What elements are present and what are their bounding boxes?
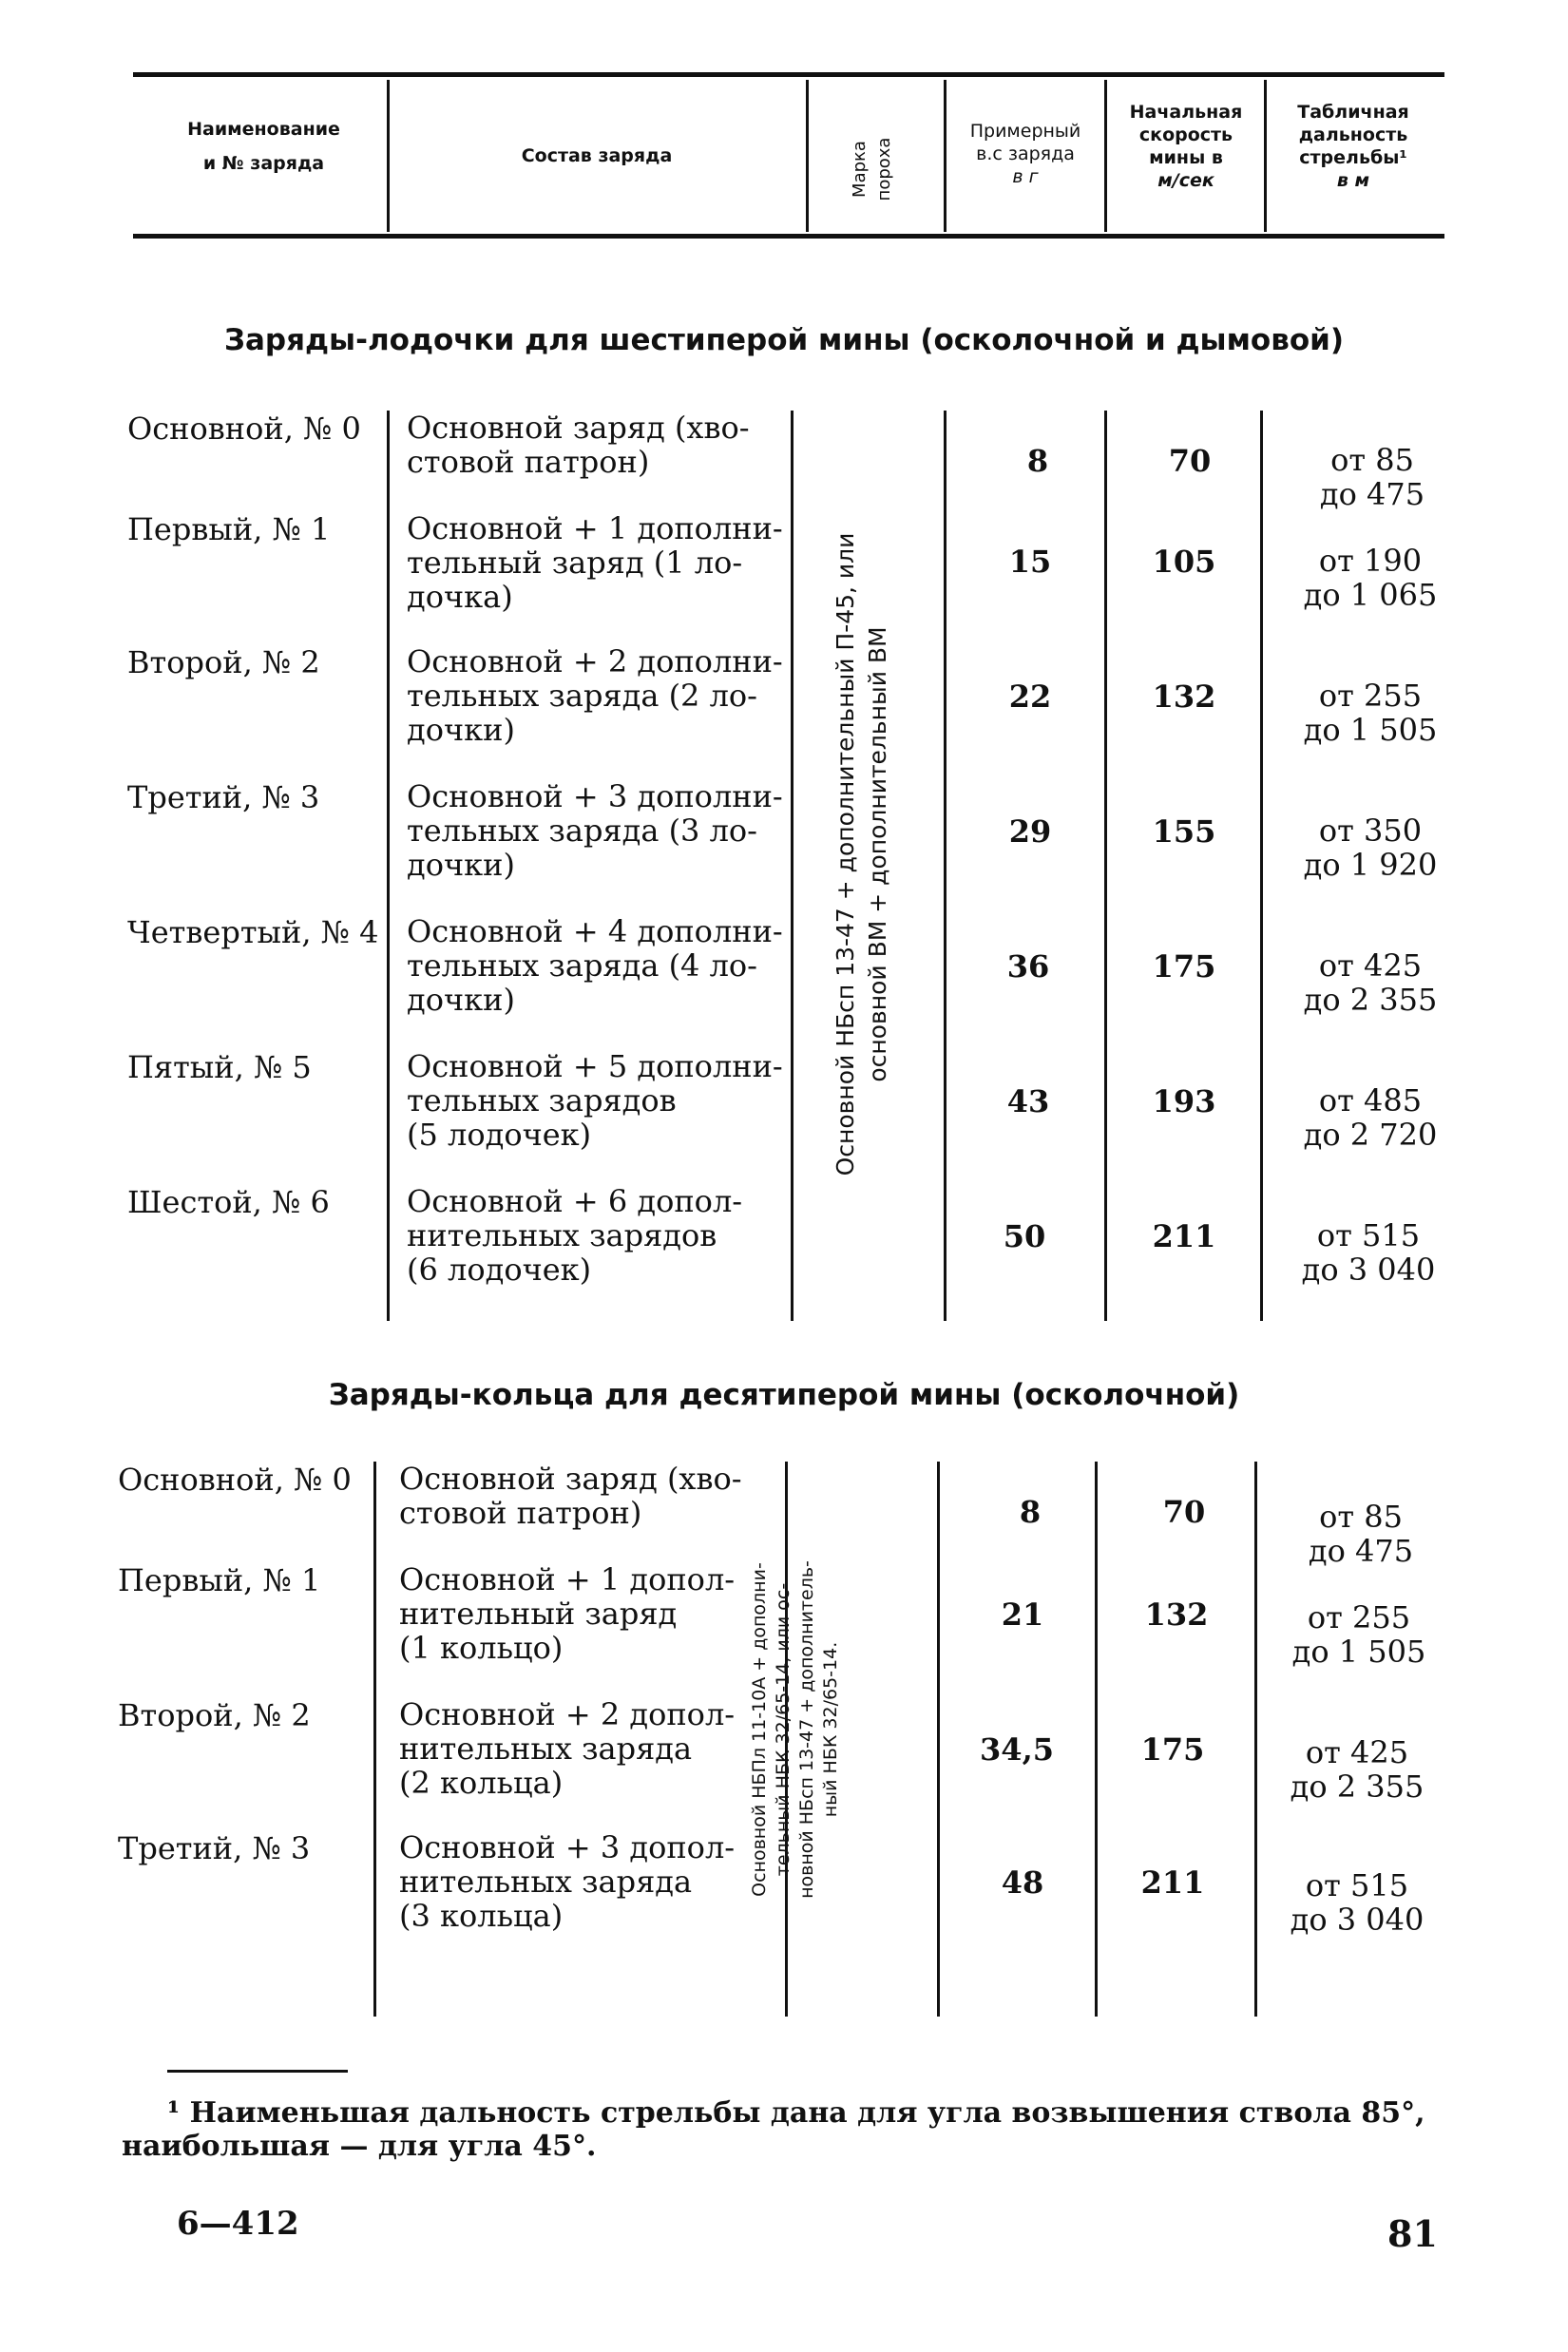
muzzle-velocity: 70 bbox=[1162, 1494, 1206, 1530]
firing-range bbox=[1273, 1600, 1444, 1669]
composition-line: Основной + 6 допол- bbox=[407, 1183, 743, 1219]
printer-signature: 6—412 bbox=[177, 2205, 299, 2243]
range-min: от 190 bbox=[1318, 543, 1423, 579]
composition-line: (2 кольца) bbox=[399, 1765, 564, 1801]
composition-line: (1 кольцо) bbox=[399, 1630, 564, 1666]
composition-line: Основной + 4 дополни- bbox=[407, 913, 783, 949]
header-sep-5 bbox=[1264, 80, 1267, 232]
header-weight-line: в.с заряда bbox=[976, 143, 1075, 164]
muzzle-velocity: 70 bbox=[1168, 443, 1212, 479]
section1-powder bbox=[830, 484, 898, 1225]
range-min: от 350 bbox=[1318, 813, 1423, 849]
charge-composition bbox=[399, 1830, 735, 1933]
muzzle-velocity: 211 bbox=[1140, 1864, 1205, 1901]
charge-weight: 22 bbox=[1008, 679, 1052, 715]
muzzle-velocity: 175 bbox=[1152, 948, 1216, 985]
s1-sep-1 bbox=[387, 411, 390, 1321]
header-sep-1 bbox=[387, 80, 390, 232]
charge-name: Первый, № 1 bbox=[127, 511, 331, 547]
firing-range bbox=[1285, 948, 1456, 1017]
composition-line: дочки) bbox=[407, 847, 515, 883]
section2-powder bbox=[748, 1511, 843, 1948]
header-bottom-rule bbox=[133, 234, 1444, 239]
s2-sep-3 bbox=[937, 1462, 940, 2017]
firing-range bbox=[1285, 544, 1456, 612]
range-min: от 255 bbox=[1318, 678, 1423, 714]
header-sep-2 bbox=[806, 80, 809, 232]
section1-title: Заряды-лодочки для шестиперой мины (осколочной и дымовой) bbox=[223, 323, 1345, 357]
charge-weight: 15 bbox=[1008, 544, 1052, 580]
header-powder bbox=[848, 88, 901, 250]
muzzle-velocity: 155 bbox=[1152, 813, 1216, 850]
charge-name: Второй, № 2 bbox=[127, 644, 320, 680]
charge-composition bbox=[407, 1049, 783, 1152]
composition-line: тельных заряда (3 ло- bbox=[407, 813, 757, 849]
charge-composition bbox=[407, 411, 750, 479]
composition-line: тельных заряда (2 ло- bbox=[407, 678, 757, 714]
charge-name: Пятый, № 5 bbox=[127, 1049, 312, 1085]
composition-line: Основной заряд (хво- bbox=[407, 410, 750, 446]
composition-line: нительных заряда bbox=[399, 1731, 693, 1767]
s2-sep-1 bbox=[373, 1462, 376, 2017]
header-powder-line: пороха bbox=[874, 137, 894, 201]
header-range-line: дальность bbox=[1298, 124, 1408, 145]
s2-sep-5 bbox=[1254, 1462, 1257, 2017]
charge-composition bbox=[399, 1562, 735, 1665]
range-max: до 1 505 bbox=[1303, 712, 1438, 748]
range-max: до 2 355 bbox=[1290, 1769, 1425, 1805]
s2-sep-4 bbox=[1095, 1462, 1098, 2017]
header-range-line: в м bbox=[1336, 170, 1370, 191]
muzzle-velocity: 211 bbox=[1152, 1218, 1216, 1254]
s1-sep-2 bbox=[791, 411, 794, 1321]
composition-line: тельных зарядов bbox=[407, 1082, 677, 1119]
charge-weight: 48 bbox=[1001, 1864, 1044, 1901]
range-max: до 2 355 bbox=[1303, 982, 1438, 1018]
section2-powder-line: ный НБК 32/65-14. bbox=[820, 1641, 841, 1818]
range-min: от 85 bbox=[1319, 1499, 1403, 1535]
header-name-line: и № заряда bbox=[202, 153, 325, 174]
range-max: до 1 065 bbox=[1303, 577, 1438, 613]
firing-range bbox=[1285, 679, 1456, 747]
header-top-rule bbox=[133, 72, 1444, 77]
muzzle-velocity: 193 bbox=[1152, 1083, 1216, 1119]
charge-name: Второй, № 2 bbox=[118, 1697, 311, 1733]
range-min: от 425 bbox=[1318, 947, 1423, 984]
charge-name: Третий, № 3 bbox=[127, 779, 320, 815]
composition-line: (6 лодочек) bbox=[407, 1252, 592, 1288]
header-range bbox=[1268, 101, 1439, 192]
range-min: от 255 bbox=[1307, 1599, 1411, 1635]
header-weight-line: Примерный bbox=[969, 121, 1081, 142]
header-velocity-line: скорость bbox=[1138, 124, 1233, 145]
composition-line: Основной + 2 дополни- bbox=[407, 643, 783, 679]
composition-line: Основной + 1 допол- bbox=[399, 1561, 736, 1597]
range-min: от 485 bbox=[1318, 1082, 1423, 1119]
charge-weight: 34,5 bbox=[980, 1731, 1054, 1768]
range-min: от 515 bbox=[1305, 1867, 1409, 1903]
range-max: до 3 040 bbox=[1301, 1252, 1436, 1288]
header-sep-4 bbox=[1104, 80, 1107, 232]
header-velocity-line: мины в bbox=[1149, 147, 1223, 168]
composition-line: Основной + 3 дополни- bbox=[407, 778, 783, 814]
header-range-line: стрельбы¹ bbox=[1299, 147, 1407, 168]
charge-weight: 36 bbox=[1006, 948, 1050, 985]
charge-weight: 8 bbox=[1026, 443, 1049, 479]
firing-range bbox=[1285, 1083, 1456, 1152]
composition-line: Основной + 5 дополни- bbox=[407, 1048, 783, 1084]
section2-title: Заряды-кольца для десятиперой мины (осколочной) bbox=[328, 1378, 1240, 1412]
charge-composition bbox=[407, 779, 783, 882]
charge-composition bbox=[399, 1462, 742, 1530]
charge-weight: 43 bbox=[1006, 1083, 1050, 1119]
composition-line: (3 кольца) bbox=[399, 1898, 564, 1934]
composition-line: (5 лодочек) bbox=[407, 1117, 592, 1153]
charge-weight: 8 bbox=[1019, 1494, 1042, 1530]
footnote-line: наибольшая — для угла 45°. bbox=[122, 2130, 597, 2163]
section1-powder-line: Основной НБсп 13-47 + дополнительный П-45, или bbox=[832, 532, 859, 1176]
composition-line: тельных заряда (4 ло- bbox=[407, 947, 757, 984]
charge-name: Третий, № 3 bbox=[118, 1830, 311, 1866]
charge-name: Первый, № 1 bbox=[118, 1562, 321, 1598]
header-weight-line: в г bbox=[1012, 166, 1039, 187]
charge-composition bbox=[407, 511, 783, 614]
range-max: до 1 505 bbox=[1291, 1634, 1426, 1670]
header-velocity-line: м/сек bbox=[1157, 170, 1214, 191]
s1-sep-5 bbox=[1260, 411, 1263, 1321]
composition-line: нительных зарядов bbox=[407, 1217, 717, 1253]
range-min: от 515 bbox=[1316, 1217, 1421, 1253]
firing-range bbox=[1272, 1735, 1443, 1804]
footnote-line: ¹ Наименьшая дальность стрельбы дана для угла возвышения ствола 85°, bbox=[167, 2096, 1425, 2130]
composition-line: Основной + 1 дополни- bbox=[407, 510, 783, 546]
charge-composition bbox=[399, 1697, 735, 1800]
header-name-line: Наименование bbox=[187, 119, 340, 140]
section2-powder-line: тельный НБК 32/65-14, или ос- bbox=[773, 1582, 794, 1877]
range-min: от 425 bbox=[1305, 1734, 1409, 1770]
page-number: 81 bbox=[1387, 2212, 1438, 2255]
firing-range bbox=[1283, 1218, 1454, 1287]
header-velocity bbox=[1108, 101, 1264, 192]
range-max: до 475 bbox=[1308, 1533, 1414, 1569]
s1-sep-3 bbox=[944, 411, 947, 1321]
charge-weight: 29 bbox=[1008, 813, 1052, 850]
footnote-rule bbox=[167, 2070, 348, 2073]
charge-composition bbox=[407, 644, 783, 747]
header-weight bbox=[947, 120, 1104, 188]
muzzle-velocity: 105 bbox=[1152, 544, 1216, 580]
muzzle-velocity: 175 bbox=[1140, 1731, 1205, 1768]
composition-line: дочки) bbox=[407, 982, 515, 1018]
composition-line: нительный заряд bbox=[399, 1596, 678, 1632]
firing-range bbox=[1272, 1868, 1443, 1937]
charge-weight: 50 bbox=[1003, 1218, 1046, 1254]
s1-sep-4 bbox=[1104, 411, 1107, 1321]
charge-composition bbox=[407, 1184, 742, 1287]
charge-name: Основной, № 0 bbox=[118, 1462, 352, 1498]
range-min: от 85 bbox=[1330, 442, 1414, 478]
range-max: до 1 920 bbox=[1303, 847, 1438, 883]
composition-line: нительных заряда bbox=[399, 1864, 693, 1900]
charge-composition bbox=[407, 914, 783, 1017]
header-name bbox=[143, 118, 385, 175]
composition-line: дочка) bbox=[407, 579, 513, 615]
header-velocity-line: Начальная bbox=[1129, 102, 1243, 123]
composition-line: стовой патрон) bbox=[407, 444, 650, 480]
range-max: до 3 040 bbox=[1290, 1902, 1425, 1938]
header-powder-line: Марка bbox=[850, 141, 870, 198]
section2-powder-line: Основной НБПл 11-10А + дополни- bbox=[749, 1562, 770, 1897]
composition-line: Основной заряд (хво- bbox=[399, 1461, 742, 1497]
section2-powder-line: новной НБсп 13-47 + дополнитель- bbox=[796, 1560, 817, 1899]
composition-line: дочки) bbox=[407, 712, 515, 748]
composition-line: тельный заряд (1 ло- bbox=[407, 545, 743, 581]
range-max: до 475 bbox=[1319, 476, 1425, 512]
range-max: до 2 720 bbox=[1303, 1117, 1438, 1153]
firing-range bbox=[1287, 443, 1458, 511]
composition-line: Основной + 3 допол- bbox=[399, 1829, 736, 1865]
charge-name: Шестой, № 6 bbox=[127, 1184, 330, 1220]
muzzle-velocity: 132 bbox=[1152, 679, 1216, 715]
charge-weight: 21 bbox=[1001, 1597, 1044, 1633]
footnote bbox=[122, 2096, 1425, 2163]
composition-line: Основной + 2 допол- bbox=[399, 1696, 736, 1732]
header-range-line: Табличная bbox=[1297, 102, 1409, 123]
charge-name: Четвертый, № 4 bbox=[127, 914, 379, 950]
section1-powder-line: основной ВМ + дополнительный ВМ bbox=[864, 626, 891, 1082]
charge-name: Основной, № 0 bbox=[127, 411, 361, 447]
header-composition: Состав заряда bbox=[521, 145, 673, 166]
firing-range bbox=[1285, 813, 1456, 882]
composition-line: стовой патрон) bbox=[399, 1495, 642, 1531]
firing-range bbox=[1275, 1500, 1446, 1568]
muzzle-velocity: 132 bbox=[1144, 1597, 1209, 1633]
